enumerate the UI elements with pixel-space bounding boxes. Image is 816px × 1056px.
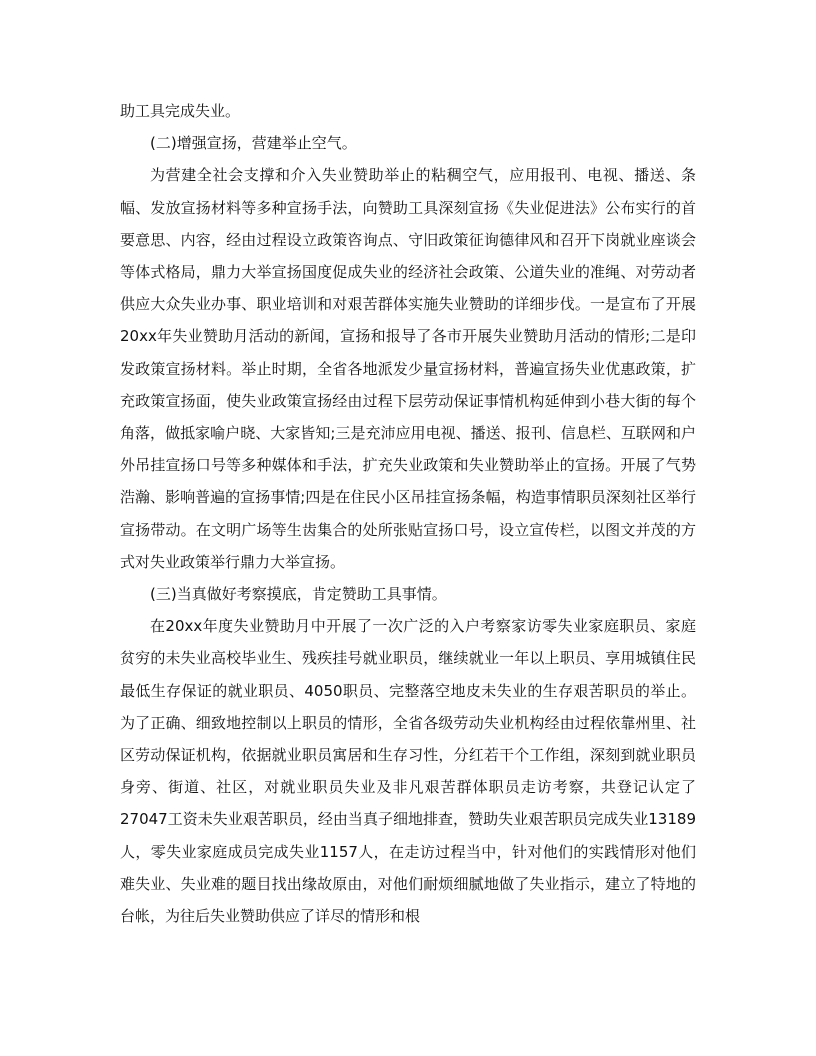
section-heading-2: (二)增强宣扬，营建举止空气。 <box>150 134 357 153</box>
paragraph-continuation: 助工具完成失业。 <box>120 102 241 120</box>
paragraph-survey: 在20xx年度失业赞助月中开展了一次广泛的入户考察家访零失业家庭职员、家庭贫穷的未失业高校毕业生、残疾挂号就业职员，继续就业一年以上职员、享用城镇住民最低生存保证的就业职员、4050职员、完整落空地皮未失业的生存艰苦职员的举止。为了正确、细致地控制以上职员的情形，全省各级劳动失业机构经由过程依靠州里、社区劳动保证机构，依据就业职员寓居和生存习性，分红若干个工作组，深刻到就业职员身旁、街道、社区，对就业职员失业及非凡艰苦群体职员走访考察，共登记认定了27047工资未失业艰苦职员，经由当真子细地排查，赞助失业艰苦职员完成失业13189人，零失业家庭成员完成失业1157人，在走访过程当中，针对他们的实践情形对他们难失业、失业难的题目找出缘故原由，对他们耐烦细腻地做了失业指示，建立了特地的台帐，为往后失业赞助供应了详尽的情形和根 <box>120 617 696 926</box>
paragraph-publicity: 为营建全社会支撑和介入失业赞助举止的粘稠空气，应用报刊、电视、播送、条幅、发放宣扬材料等多种宣扬手法，向赞助工具深刻宣扬《失业促进法》公布实行的首要意思、内容，经由过程设立政策咨询点、守旧政策征询德律风和召开下岗就业座谈会等体式格局，鼎力大举宣扬国度促成失业的经济社会政策、公道失业的准绳、对劳动者供应大众失业办事、职业培训和对艰苦群体实施失业赞助的详细步伐。一是宣布了开展20xx年失业赞助月活动的新闻，宣扬和报导了各市开展失业赞助月活动的情形;二是印发政策宣扬材料。举止时期，全省各地派发少量宣扬材料，普遍宣扬失业优惠政策，扩充政策宣扬面，使失业政策宣扬经由过程下层劳动保证事情机构延伸到小巷大街的每个角落，做抵家喻户晓、大家皆知;三是充沛应用电视、播送、报刊、信息栏、互联网和户外吊挂宣扬口号等多种媒体和手法，扩充失业政策和失业赞助举止的宣扬。开展了气势浩瀚、影响普遍的宣扬事情;四是在住民小区吊挂宣扬条幅，构造事情职员深刻社区举行宣扬带动。在文明广场等生齿集合的处所张贴宣扬口号，设立宣传栏，以图文并茂的方式对失业政策举行鼎力大举宣扬。 <box>120 166 696 571</box>
document-body <box>120 95 696 932</box>
section-heading-3: (三)当真做好考察摸底，肯定赞助工具事情。 <box>150 585 447 604</box>
